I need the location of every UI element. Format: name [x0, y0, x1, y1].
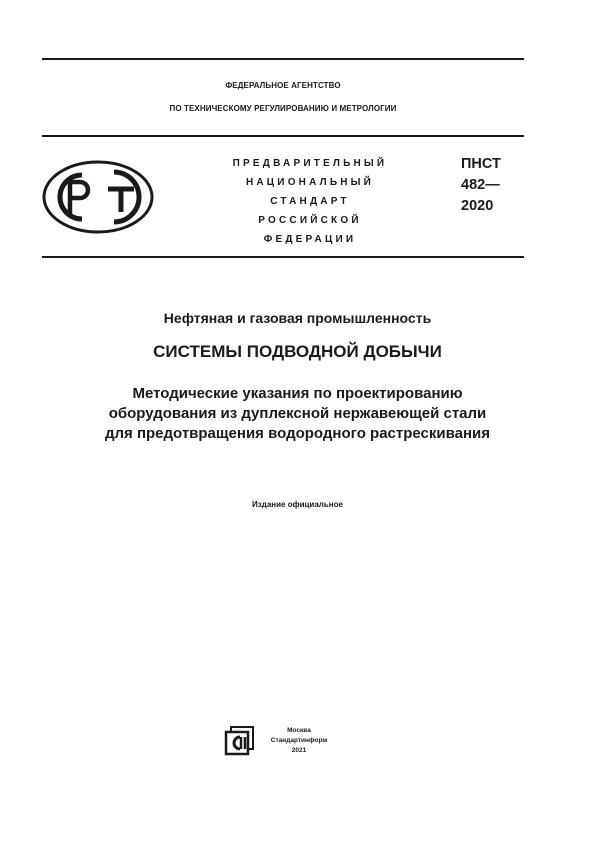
middle-rule [42, 135, 524, 137]
standard-code [461, 154, 501, 217]
gost-r-mark-icon [42, 160, 154, 234]
standard-kind-line: НАЦИОНАЛЬНЫЙ [245, 177, 375, 188]
subtitle-line: оборудования из дуплексной нержавеющей стали [108, 405, 487, 422]
standartinform-publisher-icon [223, 725, 257, 756]
imprint [264, 726, 334, 756]
standard-kind-line: РОССИЙСКОЙ [258, 215, 362, 226]
subtitle-line: для предотвращения водородного растрескивания [104, 425, 490, 442]
standard-kind-line: ПРЕДВАРИТЕЛЬНЫЙ [232, 158, 388, 169]
standard-code-line: 2020 [461, 198, 494, 214]
imprint-city: Москва [287, 727, 311, 734]
top-rule [42, 58, 524, 60]
standard-code-line: ПНСТ [461, 156, 501, 172]
standard-code-line: 482— [461, 177, 500, 193]
agency-name-line-1: ФЕДЕРАЛЬНОЕ АГЕНТСТВО [225, 81, 341, 90]
standard-kind-line: ФЕДЕРАЦИИ [263, 234, 357, 245]
lower-rule [42, 256, 524, 258]
standard-kind [210, 154, 410, 249]
edition-note: Издание официальное [252, 500, 343, 509]
agency-name-line-2: ПО ТЕХНИЧЕСКОМУ РЕГУЛИРОВАНИЮ И МЕТРОЛОГИИ [169, 104, 397, 113]
main-title: СИСТЕМЫ ПОДВОДНОЙ ДОБЫЧИ [153, 342, 442, 361]
subtitle-line: Методические указания по проектированию [132, 385, 463, 402]
imprint-publisher: Стандартинформ [270, 737, 328, 744]
subtitle [30, 384, 565, 444]
industry-title: Нефтяная и газовая промышленность [163, 310, 432, 326]
standard-kind-line: СТАНДАРТ [270, 196, 350, 207]
imprint-year: 2021 [291, 747, 307, 754]
